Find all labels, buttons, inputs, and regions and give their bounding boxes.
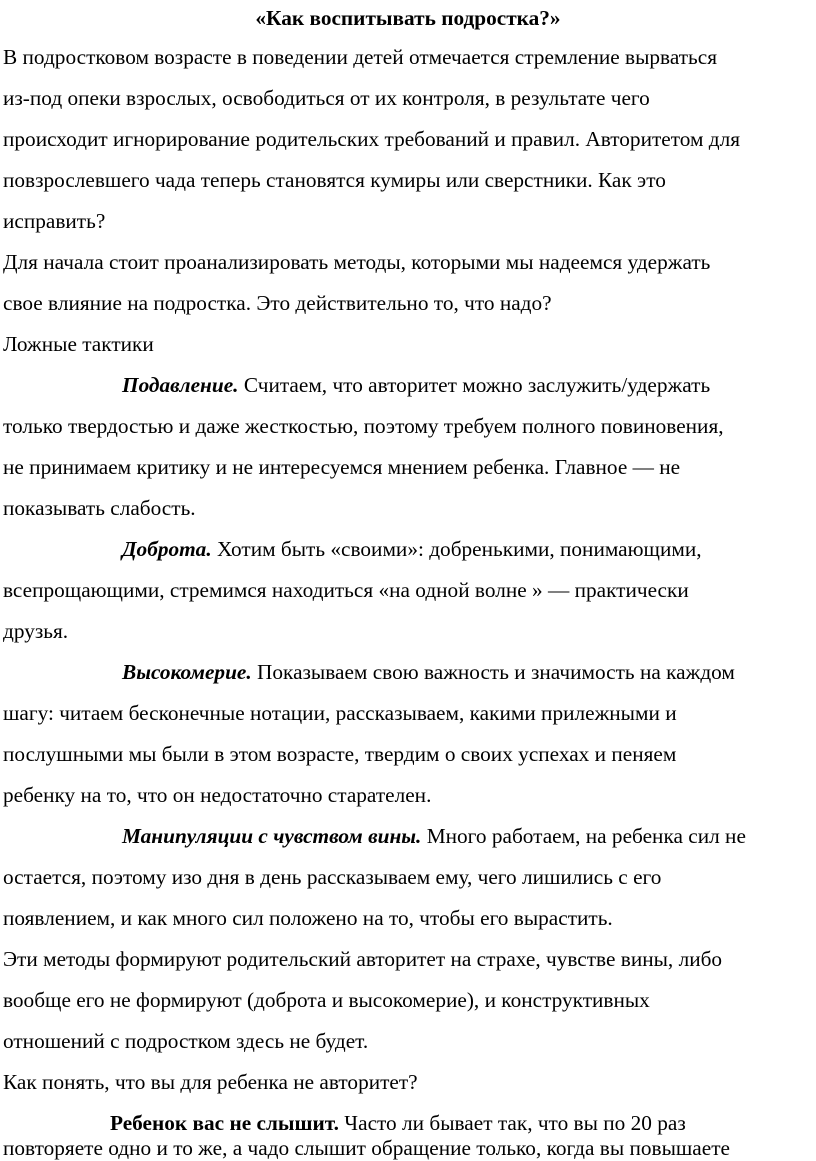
- tactic-guilt-first-line: [122, 823, 746, 849]
- sign-term: Ребенок вас не слышит.: [110, 1111, 339, 1135]
- tactic-text: Показываем свою важность и значимость на каждом: [251, 660, 735, 684]
- document-title: «Как воспитывать подростка?»: [255, 6, 561, 30]
- tactic-suppression-line: только твердостью и даже жесткостью, поэтому требуем полного повиновения,: [3, 414, 724, 438]
- tactic-arrogance-line: послушными мы были в этом возрасте, твердим о своих успехах и пеняем: [3, 742, 677, 766]
- intro-line-4: повзрослевшего чада теперь становятся кумиры или сверстники. Как это: [3, 168, 666, 192]
- tactic-text: Много работаем, на ребенка сил не: [421, 824, 746, 848]
- tactic-text: Хотим быть «своими»: добренькими, понимающими,: [211, 537, 702, 561]
- tactic-arrogance-line: шагу: читаем бесконечные нотации, рассказываем, какими прилежными и: [3, 701, 677, 725]
- tactic-term: Манипуляции с чувством вины.: [122, 824, 422, 848]
- tactic-suppression-line: показывать слабость.: [3, 496, 196, 520]
- tactic-guilt-line: появлением, и как много сил положено на то, чтобы его вырастить.: [3, 906, 613, 930]
- tactic-suppression-first-line: [122, 372, 710, 398]
- tactic-kindness-line: друзья.: [3, 619, 69, 643]
- sign-line: повторяете одно и то же, а чадо слышит обращение только, когда вы повышаете: [3, 1136, 730, 1160]
- sign-first-line: [110, 1110, 686, 1136]
- question-line: Как понять, что вы для ребенка не авторитет?: [3, 1070, 418, 1094]
- tactic-guilt-line: остается, поэтому изо дня в день рассказываем ему, чего лишились с его: [3, 865, 662, 889]
- tactic-term: Высокомерие.: [122, 660, 252, 684]
- false-tactics-heading: Ложные тактики: [3, 332, 154, 356]
- intro-line-3: происходит игнорирование родительских требований и правил. Авторитетом для: [3, 127, 741, 151]
- conclusion-line-2: вообще его не формируют (доброта и высокомерие), и конструктивных: [3, 988, 650, 1012]
- intro-line-5: исправить?: [3, 209, 106, 233]
- intro-line-2: из-под опеки взрослых, освободиться от их контроля, в результате чего: [3, 86, 650, 110]
- intro-line-6: Для начала стоит проанализировать методы, которыми мы надеемся удержать: [3, 250, 711, 274]
- tactic-arrogance-line: ребенку на то, что он недостаточно старателен.: [3, 783, 432, 807]
- tactic-kindness-line: всепрощающими, стремимся находиться «на одной волне » — практически: [3, 578, 689, 602]
- sign-text: Часто ли бывает так, что вы по 20 раз: [338, 1111, 686, 1135]
- intro-line-1: В подростковом возрасте в поведении детей отмечается стремление вырваться: [3, 45, 717, 69]
- tactic-kindness-first-line: [122, 536, 702, 562]
- tactic-term: Доброта.: [122, 537, 212, 561]
- intro-line-7: свое влияние на подростка. Это действительно то, что надо?: [3, 291, 552, 315]
- tactic-suppression-line: не принимаем критику и не интересуемся мнением ребенка. Главное — не: [3, 455, 681, 479]
- tactic-text: Считаем, что авторитет можно заслужить/удержать: [238, 373, 711, 397]
- tactic-term: Подавление.: [122, 373, 239, 397]
- conclusion-line-3: отношений с подростком здесь не будет.: [3, 1029, 369, 1053]
- conclusion-line-1: Эти методы формируют родительский авторитет на страхе, чувстве вины, либо: [3, 947, 723, 971]
- tactic-arrogance-first-line: [122, 659, 735, 685]
